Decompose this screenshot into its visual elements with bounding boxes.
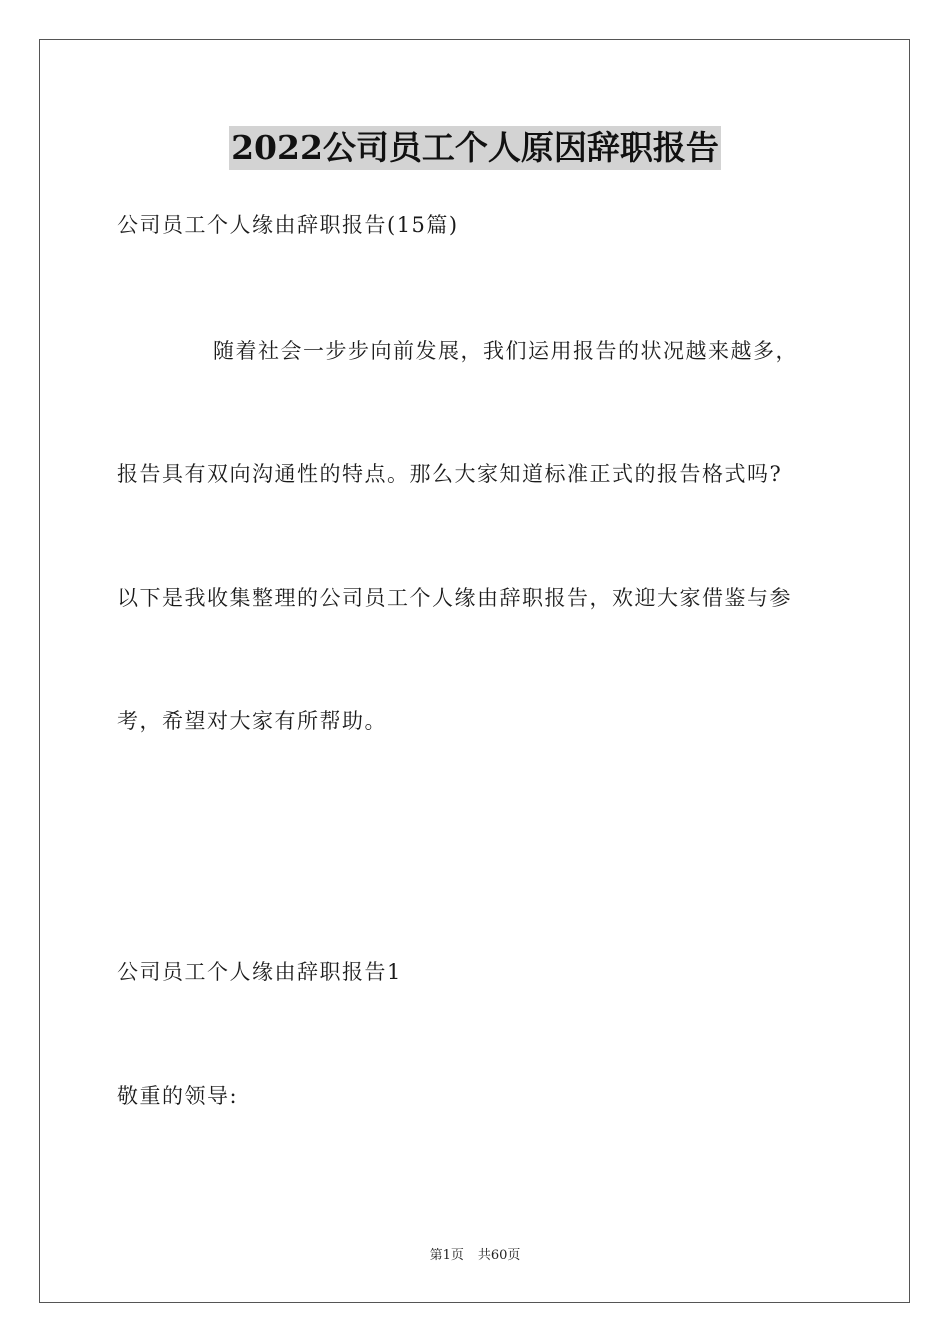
section-heading: 公司员工个人缘由辞职报告1 [117, 960, 402, 984]
intro-line-2: 报告具有双向沟通性的特点。那么大家知道标准正式的报告格式吗? [117, 462, 783, 486]
page-total: 共60页 [477, 1248, 521, 1263]
title-container [0, 126, 950, 170]
document-title: 2022公司员工个人原因辞职报告 [229, 126, 721, 170]
intro-line-3: 以下是我收集整理的公司员工个人缘由辞职报告，欢迎大家借鉴与参 [117, 586, 792, 610]
document-subtitle: 公司员工个人缘由辞职报告(15篇) [117, 213, 459, 237]
page-number: 第1页 [429, 1248, 464, 1263]
intro-line-4: 考，希望对大家有所帮助。 [117, 709, 387, 733]
page-footer [0, 1247, 950, 1265]
salutation: 敬重的领导: [117, 1084, 239, 1108]
intro-line-1: 随着社会一步步向前发展，我们运用报告的状况越来越多， [213, 339, 798, 363]
